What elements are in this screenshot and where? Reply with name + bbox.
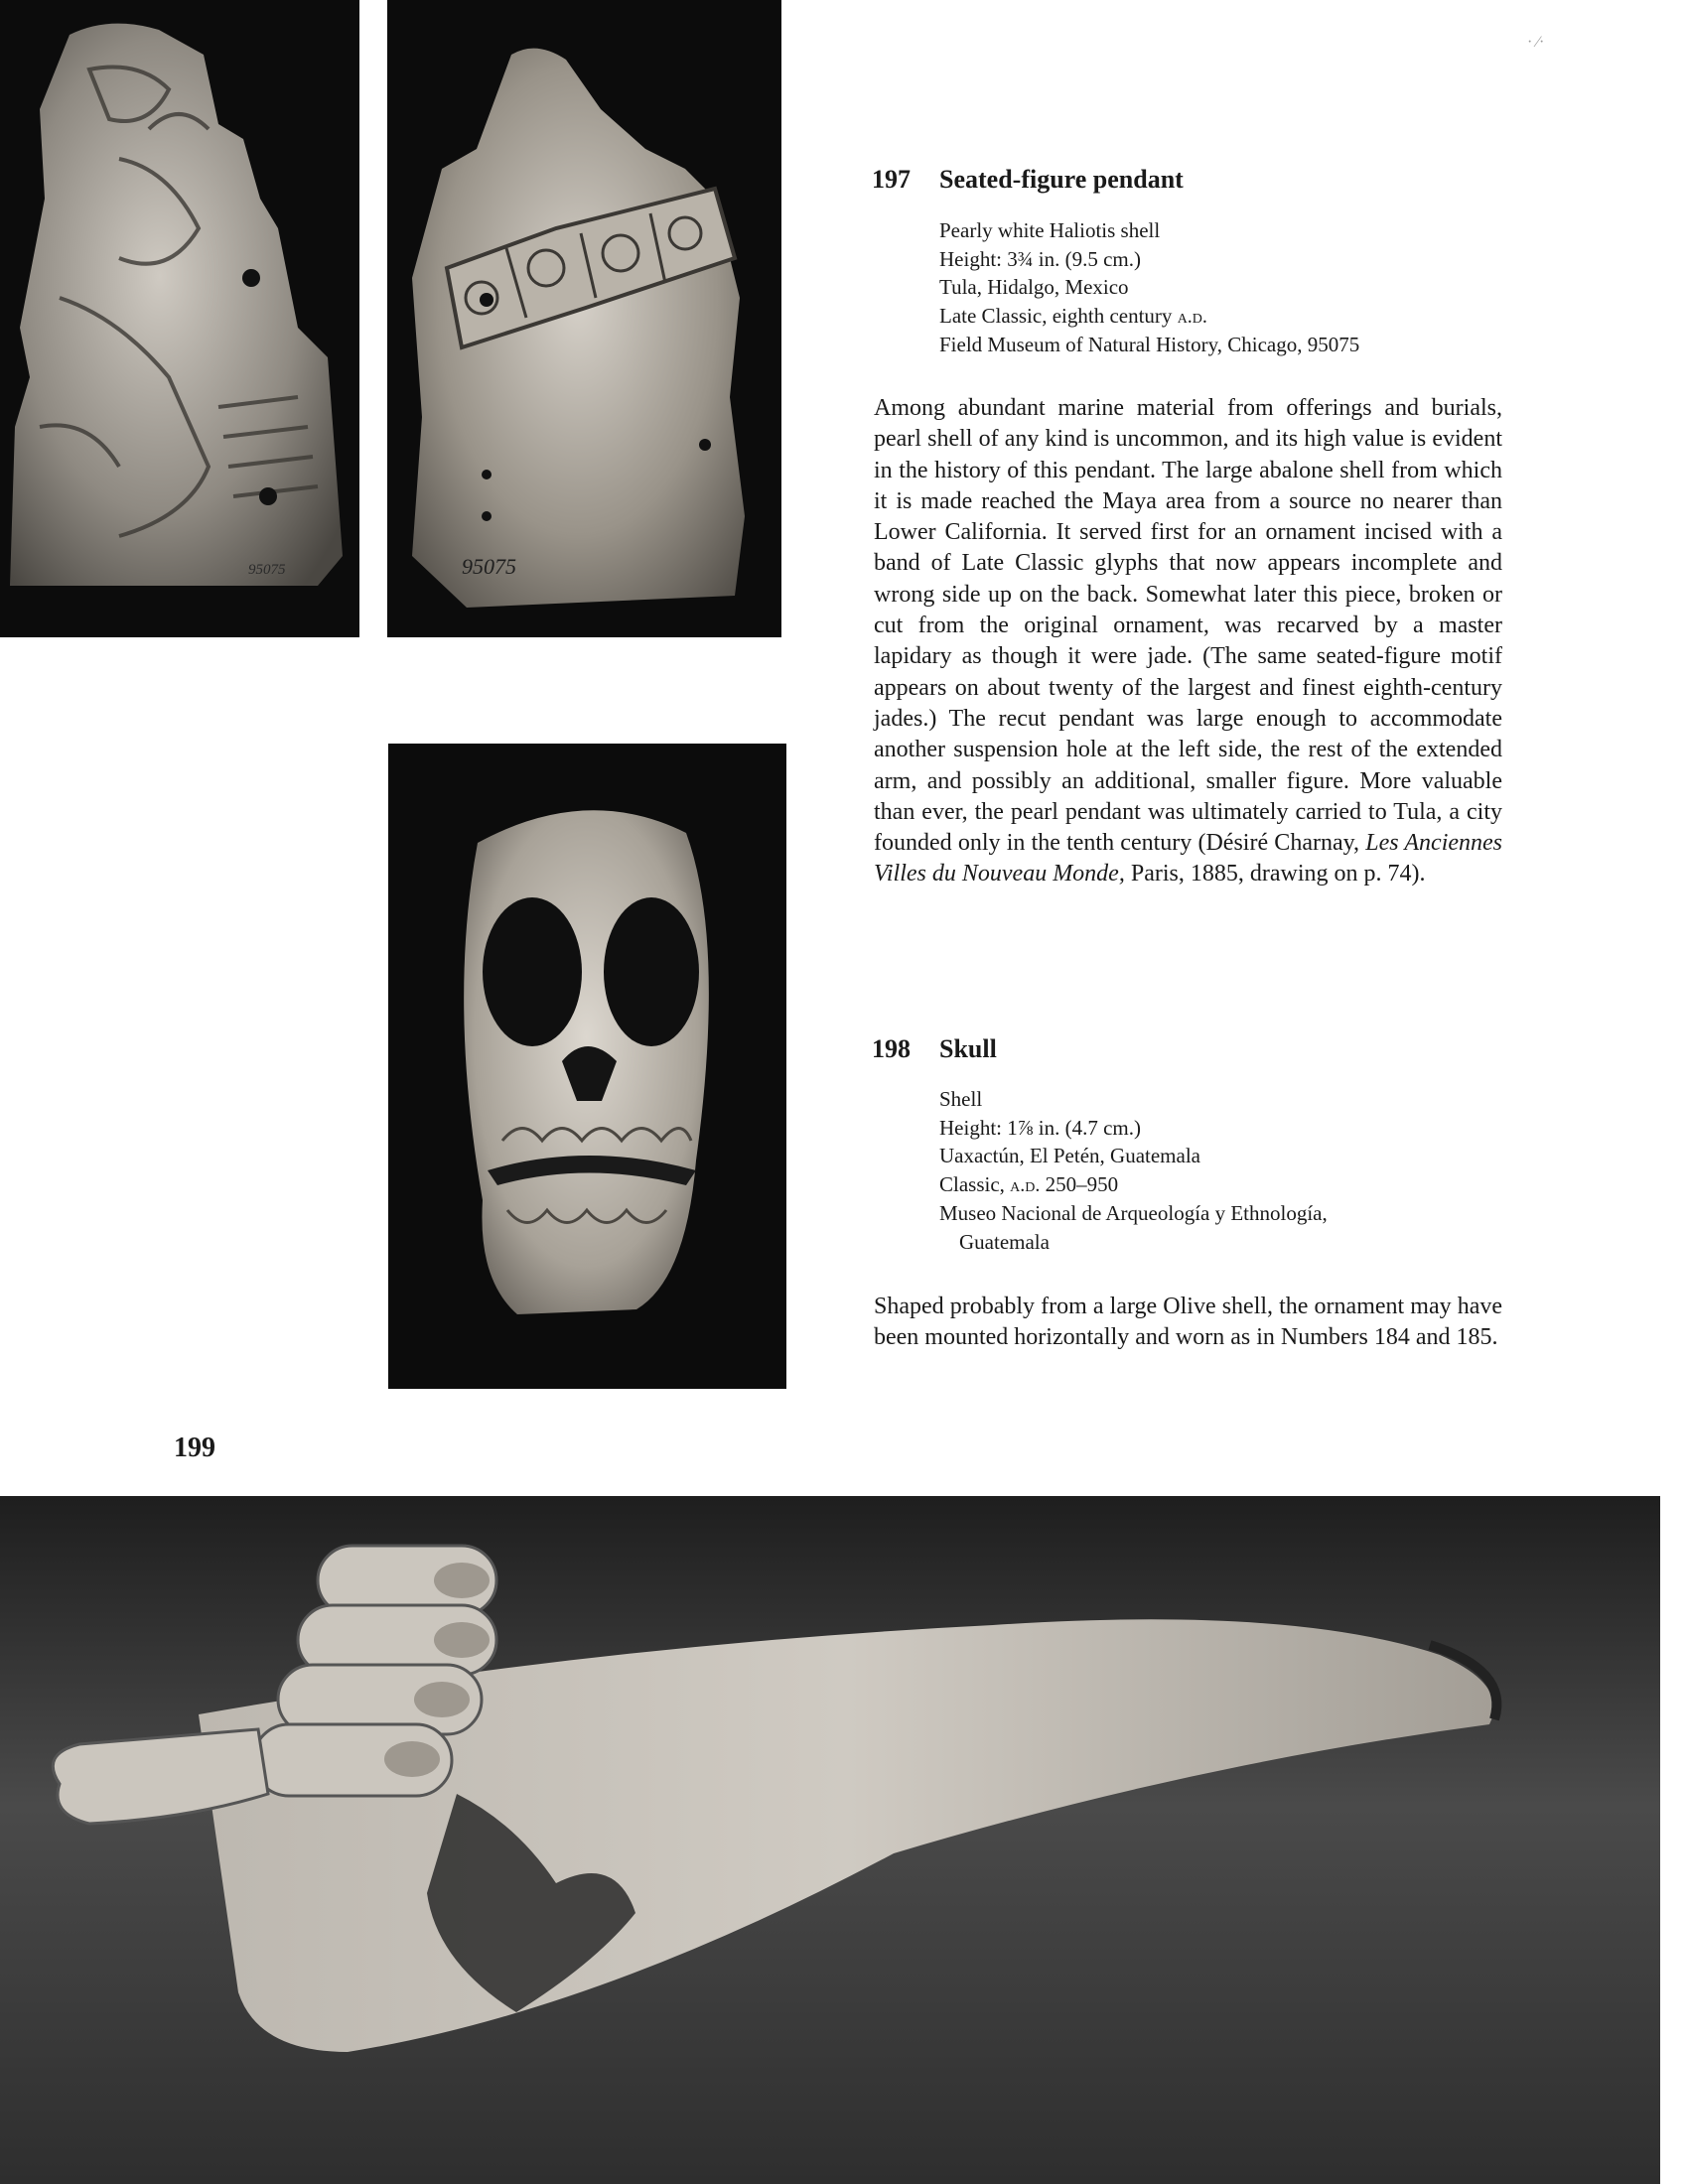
entry-197-title: Seated-figure pendant: [939, 165, 1184, 194]
entry-198-height: Height: 1⅞ in. (4.7 cm.): [939, 1115, 1141, 1140]
entry-198-heading: [872, 1034, 997, 1064]
shell-skull-image: [388, 744, 786, 1389]
photo-199-hand-spoon: [0, 1496, 1660, 2184]
entry-198-period: [939, 1170, 1495, 1200]
entry-198-collection: Museo Nacional de Arqueología y Ethnología,: [939, 1201, 1328, 1226]
entry-198-era: a.d.: [1010, 1173, 1041, 1196]
photo-198-skull: [388, 744, 786, 1389]
photo-197-front: [0, 0, 359, 637]
entry-197-number: 197: [872, 165, 911, 194]
entry-197-description-b: Paris, 1885, drawing on p. 74).: [1124, 861, 1426, 887]
entry-198-collection-cont: Guatemala: [959, 1229, 1050, 1254]
shell-pendant-front-image: [0, 0, 359, 637]
entry-197-period: [939, 302, 1495, 332]
back-catalog-mark: 95075: [462, 554, 516, 579]
entry-197-description-a: Among abundant marine material from offerings and burials, pearl shell of any kind is uncommon, and its high value is evident in the history of this pendant. The large abalone shell from which it is made reached the Maya area from a source no nearer than Lower California. It served first for an ornament incised with a band of Late Classic glyphs that now appears incomplete and wrong side up on the back. Somewhat later this piece, broken or cut from the original ornament, was recarved by a master lapidary as though it were jade. (The same seated-figure motif appears on about twenty of the largest and finest eighth-century jades.) The recut pendant was large enough to accommodate another suspension hole at the left side, the rest of the extended arm, and possibly an additional, smaller figure. More valuable than ever, the pearl pendant was ultimately carried to Tula, a city founded only in the tenth century (Désiré Charnay,: [874, 395, 1502, 857]
entry-197-era: a.d.: [1177, 305, 1207, 328]
figure-number-199: 199: [174, 1433, 215, 1463]
hand-spoon-image: [0, 1496, 1660, 2184]
entry-198-number: 198: [872, 1034, 911, 1063]
entry-197-collection: Field Museum of Natural History, Chicago, 95075: [939, 333, 1360, 357]
entry-197-metadata: [939, 216, 1495, 359]
entry-198-material: Shell: [939, 1087, 983, 1111]
entry-197-provenance: Tula, Hidalgo, Mexico: [939, 275, 1129, 300]
entry-197-height: Height: 3¾ in. (9.5 cm.): [939, 246, 1141, 271]
corner-scan-mark: · ⁄·: [1527, 34, 1545, 51]
entry-197-period-text: Late Classic, eighth century: [939, 303, 1178, 328]
entry-198-description: Shaped probably from a large Olive shell, the ornament may have been mounted horizontally and worn as in Numbers 184 and 185.: [874, 1294, 1502, 1351]
entry-197-cited-title: Les Anciennes Villes du Nouveau Monde,: [874, 830, 1502, 887]
entry-197-heading: [872, 165, 1184, 195]
entry-198-metadata: [939, 1085, 1495, 1257]
shell-pendant-back-image: [387, 0, 781, 637]
entry-198-period-text: Classic,: [939, 1171, 1011, 1196]
entry-198-provenance: Uaxactún, El Petén, Guatemala: [939, 1144, 1200, 1168]
photo-197-back: [387, 0, 781, 637]
front-catalog-mark: 95075: [248, 562, 286, 578]
entry-197-description: [874, 393, 1502, 890]
entry-197-material: Pearly white Haliotis shell: [939, 218, 1161, 242]
entry-198-period-range: 250–950: [1040, 1171, 1119, 1196]
entry-198-title: Skull: [939, 1034, 997, 1063]
